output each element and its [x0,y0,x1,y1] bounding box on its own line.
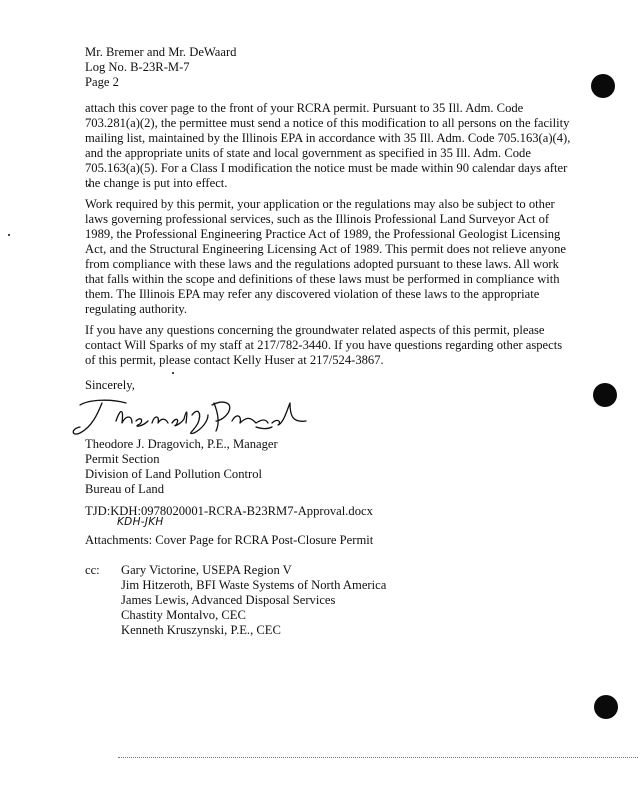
paragraph-line: them. The Illinois EPA may refer any discovered violation of these laws to the appropriate [85,287,540,301]
cc-recipient: Chastity Montalvo, CEC [121,608,246,622]
cc-label: cc: [85,563,100,577]
signer-section: Permit Section [85,452,160,466]
paragraph-line: 703.281(a)(2), the permittee must send a notice of this modification to all persons on the facility [85,116,570,130]
paragraph-line: Act, and the Structural Engineering Licensing Act of 1989. This permit does not relieve anyone [85,242,567,256]
closing [85,378,585,393]
attachments-line: Attachments: Cover Page for RCRA Post-Closure Permit [85,533,374,547]
paragraph-line: of this permit, please contact Kelly Huser at 217/524-3867. [85,353,384,367]
body-paragraph-2 [85,197,585,317]
signer-name: Theodore J. Dragovich, P.E., Manager [85,437,278,451]
document-reference: TJD:KDH:0978020001-RCRA-B23RM7-Approval.docx [85,504,373,518]
cc-recipient: Kenneth Kruszynski, P.E., CEC [121,623,281,637]
body-paragraph-3 [85,323,585,368]
closing-salutation: Sincerely, [85,378,135,392]
paragraph-line: 705.163(a)(5). For a Class I modification the notice must be made within 90 calendar days after [85,161,568,175]
paragraph-line: the change is put into effect. [85,176,228,190]
signer-bureau: Bureau of Land [85,482,165,496]
handwritten-signature [68,393,308,441]
signer-division: Division of Land Pollution Control [85,467,263,481]
paragraph-line: contact Will Sparks of my staff at 217/782-3440. If you have questions regarding other aspects [85,338,563,352]
log-number: Log No. B-23R-M-7 [85,60,190,74]
scan-artifact-dotted-line [118,757,638,762]
cc-recipient: Gary Victorine, USEPA Region V [121,563,292,577]
cc-recipient: Jim Hitzeroth, BFI Waste Systems of North America [121,578,387,592]
paragraph-line: If you have any questions concerning the groundwater related aspects of this permit, please [85,323,545,337]
body-paragraph-1 [85,101,585,191]
scan-speck [172,372,174,374]
paragraph-line: mailing list, maintained by the Illinois EPA in accordance with 35 Ill. Adm. Code 705.163(a)(4), [85,131,571,145]
paragraph-line: that falls within the scope and definitions of these laws must be performed in compliance with [85,272,560,286]
handwritten-initials: KDH-JKH [117,516,164,528]
paragraph-line: from compliance with these laws and the regulations adopted pursuant to these laws. All work [85,257,559,271]
page-number: Page 2 [85,75,119,89]
paragraph-line: regulating authority. [85,302,188,316]
signer-block [85,437,585,497]
attachments-block [85,533,585,548]
paragraph-line: attach this cover page to the front of your RCRA permit. Pursuant to 35 Ill. Adm. Code [85,101,524,115]
hole-punch-middle [593,383,617,407]
cc-recipient: James Lewis, Advanced Disposal Services [121,593,336,607]
paragraph-line: and the appropriate units of state and local government as specified in 35 Ill. Adm. Code [85,146,531,160]
paragraph-line: Work required by this permit, your application or the regulations may also be subject to other [85,197,555,211]
addressee: Mr. Bremer and Mr. DeWaard [85,45,237,59]
hole-punch-bottom [594,695,618,719]
letter-header [85,45,585,90]
paragraph-line: 1989, the Professional Engineering Practice Act of 1989, the Professional Geologist Licensing [85,227,561,241]
cc-recipient-list [121,563,591,638]
scan-speck [8,234,10,236]
paragraph-line: laws governing professional services, such as the Illinois Professional Land Surveyor Act of [85,212,550,226]
hole-punch-top [591,74,615,98]
